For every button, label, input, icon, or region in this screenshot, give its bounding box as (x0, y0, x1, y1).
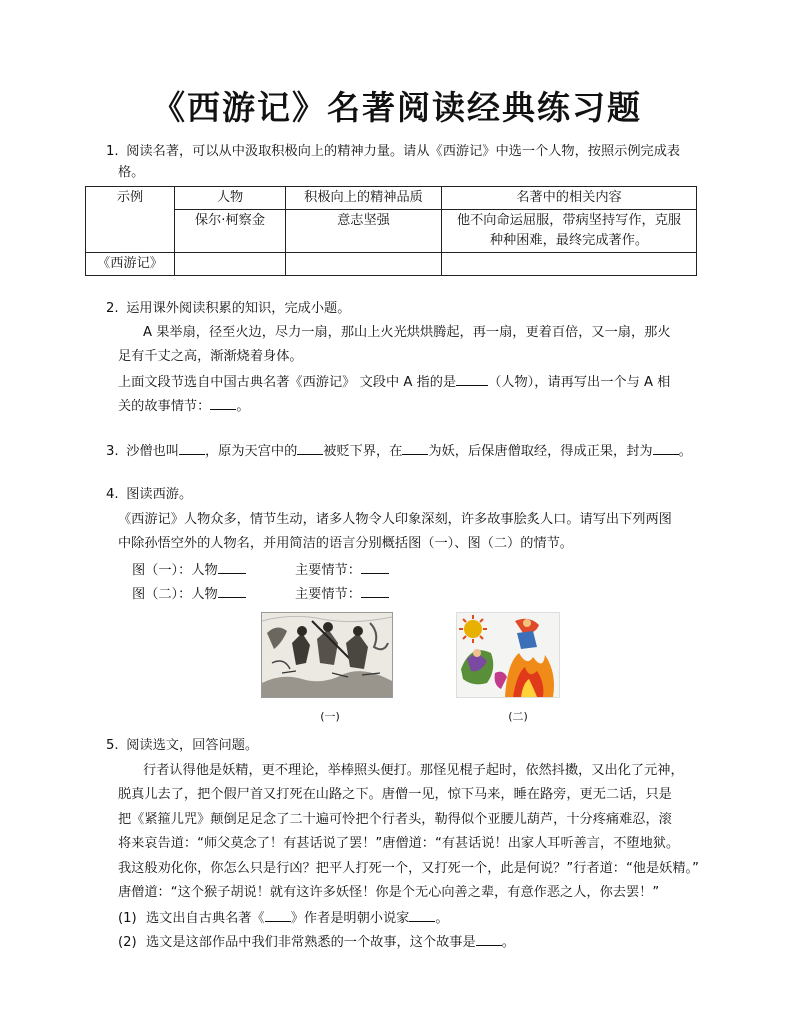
q3-text-e: 。 (678, 444, 692, 459)
q3-text-a: 沙僧也叫 (126, 444, 179, 459)
q5-sub1-text-c: 。 (435, 911, 449, 926)
q2-passage-line1: A 果举扇，径至火边，尽力一扇，那山上火光烘烘腾起，再一扇，更着百倍，又一扇，那火 (143, 325, 671, 340)
table-cell-person: 保尔·柯察金 (175, 210, 286, 253)
q1-number: 1. (106, 144, 119, 159)
table-row (86, 253, 697, 276)
q2-question-text-c: 关的故事情节： (118, 399, 211, 414)
q3-blank-1[interactable] (179, 440, 205, 455)
table-header-content: 名著中的相关内容 (442, 187, 697, 210)
q5-prompt (106, 736, 258, 756)
table-cell-content (442, 210, 697, 253)
q5-subquestion-1 (118, 907, 449, 929)
q5-sub2-text-a: 选文是这部作品中我们非常熟悉的一个故事，这个故事是 (146, 935, 476, 950)
table-header-quality: 积极向上的精神品质 (286, 187, 442, 210)
q5-intro: 阅读选文，回答问题。 (126, 738, 259, 753)
table-cell-blank-content[interactable] (442, 253, 697, 276)
q1-prompt (106, 142, 680, 162)
table-cell-content-line1: 他不向命运屈服，带病坚持写作，克服 (456, 213, 682, 228)
q3-text-d: 为妖，后保唐僧取经，得成正果，封为 (428, 444, 653, 459)
table-header-example: 示例 (86, 187, 175, 253)
q4-fig1-plot-blank[interactable] (361, 559, 389, 574)
q5-sub1-blank-book[interactable] (265, 907, 291, 922)
q4-fig1-plot-label: 主要情节： (295, 563, 361, 578)
figure-1-svg (262, 613, 392, 697)
q5-passage-line3: 把《紧箍儿咒》颠倒足足念了二十遍可怜把个行者头，勒得似个亚腰儿葫芦，十分疼痛难忍，滚 (118, 812, 672, 827)
q4-text-line2: 中除孙悟空外的人物名，并用简洁的语言分别概括图（一）、图（二）的情节。 (118, 536, 573, 551)
q4-prompt (106, 485, 192, 505)
figure-1-caption: (一) (320, 710, 340, 723)
q5-sub1-blank-author[interactable] (409, 907, 435, 922)
q2-question-text-d: 。 (236, 399, 250, 414)
q4-fig1-person-blank[interactable] (218, 559, 246, 574)
table-header-person: 人物 (175, 187, 286, 210)
q5-sub2-text-b: 。 (501, 935, 515, 950)
q4-fig2-plot-row (295, 583, 389, 605)
q4-fig2-label: 图（二）：人物 (132, 587, 218, 602)
q5-passage-line4: 将来哀告道：“师父莫念了！有甚话说了罢！”唐僧道：“有甚话说！出家人耳听善言，不堕地狱。 (118, 836, 680, 851)
q5-passage-line2: 脱真儿去了，把个假尸首又打死在山路之下。唐僧一见，惊下马来，睡在路旁，更无二话，只是 (118, 787, 672, 802)
q3-blank-3[interactable] (402, 440, 428, 455)
table-cell-blank-person[interactable] (175, 253, 286, 276)
table-row (86, 210, 697, 253)
q5-sub1-text-a: 选文出自古典名著《 (146, 911, 265, 926)
q2-passage-line2: 足有千丈之高，渐渐烧着身体。 (118, 349, 303, 364)
q5-number: 5. (106, 738, 119, 753)
q2-intro: 运用课外阅读积累的知识，完成小题。 (126, 301, 351, 316)
q3-text-c: 被贬下界，在 (323, 444, 403, 459)
q5-sub1-number: (1) (118, 911, 137, 926)
q5-sub2-blank-story[interactable] (476, 931, 502, 946)
table-cell-blank-quality[interactable] (286, 253, 442, 276)
q3-prompt (106, 440, 692, 462)
table-cell-xiyouji: 《西游记》 (86, 253, 175, 276)
q4-intro: 图读西游。 (126, 487, 193, 502)
q5-passage-line6: 唐僧道：“这个猴子胡说！就有这许多妖怪！你是个无心向善之辈，有意作恶之人，你去罢！” (118, 885, 660, 900)
figure-2-svg (457, 613, 559, 697)
q2-question-line1 (118, 371, 670, 393)
figure-1-illustration (261, 612, 393, 698)
q3-number: 3. (106, 444, 119, 459)
table-row (86, 187, 697, 210)
q4-fig1-plot-row (295, 559, 389, 581)
q2-question-text-a: 上面文段节选自中国古典名著《西游记》 文段中 A 指的是 (118, 375, 457, 390)
q5-sub2-number: (2) (118, 935, 137, 950)
q1-text-line1: 阅读名著，可以从中汲取积极向上的精神力量。请从《西游记》中选一个人物，按照示例完成表 (126, 144, 681, 159)
q5-sub1-text-b: 》作者是明朝小说家 (290, 911, 410, 926)
q3-text-b: ，原为天宫中的 (204, 444, 298, 459)
q5-passage-line5: 我这般劝化你，你怎么只是行凶？把平人打死一个，又打死一个，此是何说？”行者道：“他是妖精。” (118, 861, 699, 876)
q4-fig2-person-blank[interactable] (218, 583, 246, 598)
q1-table (85, 186, 697, 276)
figure-2-caption: (二) (508, 710, 528, 723)
q4-number: 4. (106, 487, 119, 502)
q4-fig2-plot-label: 主要情节： (295, 587, 361, 602)
q2-number: 2. (106, 301, 119, 316)
q4-fig2-row (132, 583, 246, 605)
q2-prompt (106, 299, 350, 319)
q2-question-line2 (118, 395, 250, 417)
q4-fig2-plot-blank[interactable] (361, 583, 389, 598)
q3-blank-4[interactable] (653, 440, 679, 455)
q3-blank-2[interactable] (297, 440, 323, 455)
q2-blank-person[interactable] (456, 371, 488, 386)
q4-fig1-label: 图（一）：人物 (132, 563, 218, 578)
figure-2-illustration (456, 612, 560, 698)
q4-fig1-row (132, 559, 246, 581)
q1-text-line2: 格。 (118, 165, 145, 180)
table-cell-quality: 意志坚强 (286, 210, 442, 253)
q4-text-line1: 《西游记》人物众多，情节生动，诸多人物令人印象深刻，许多故事脍炙人口。请写出下列两图 (118, 512, 672, 527)
table-cell-content-line2: 种种困难，最终完成著作。 (489, 233, 649, 248)
q5-subquestion-2 (118, 931, 515, 953)
q2-blank-plot[interactable] (210, 395, 236, 410)
q2-question-text-b: （人物），请再写出一个与 A 相 (488, 375, 671, 390)
page-title: 《西游记》名著阅读经典练习题 (152, 88, 642, 127)
q5-passage-line1: 行者认得他是妖精，更不理论，举棒照头便打。那怪见棍子起时，依然抖擞，又出化了元神， (143, 763, 684, 778)
